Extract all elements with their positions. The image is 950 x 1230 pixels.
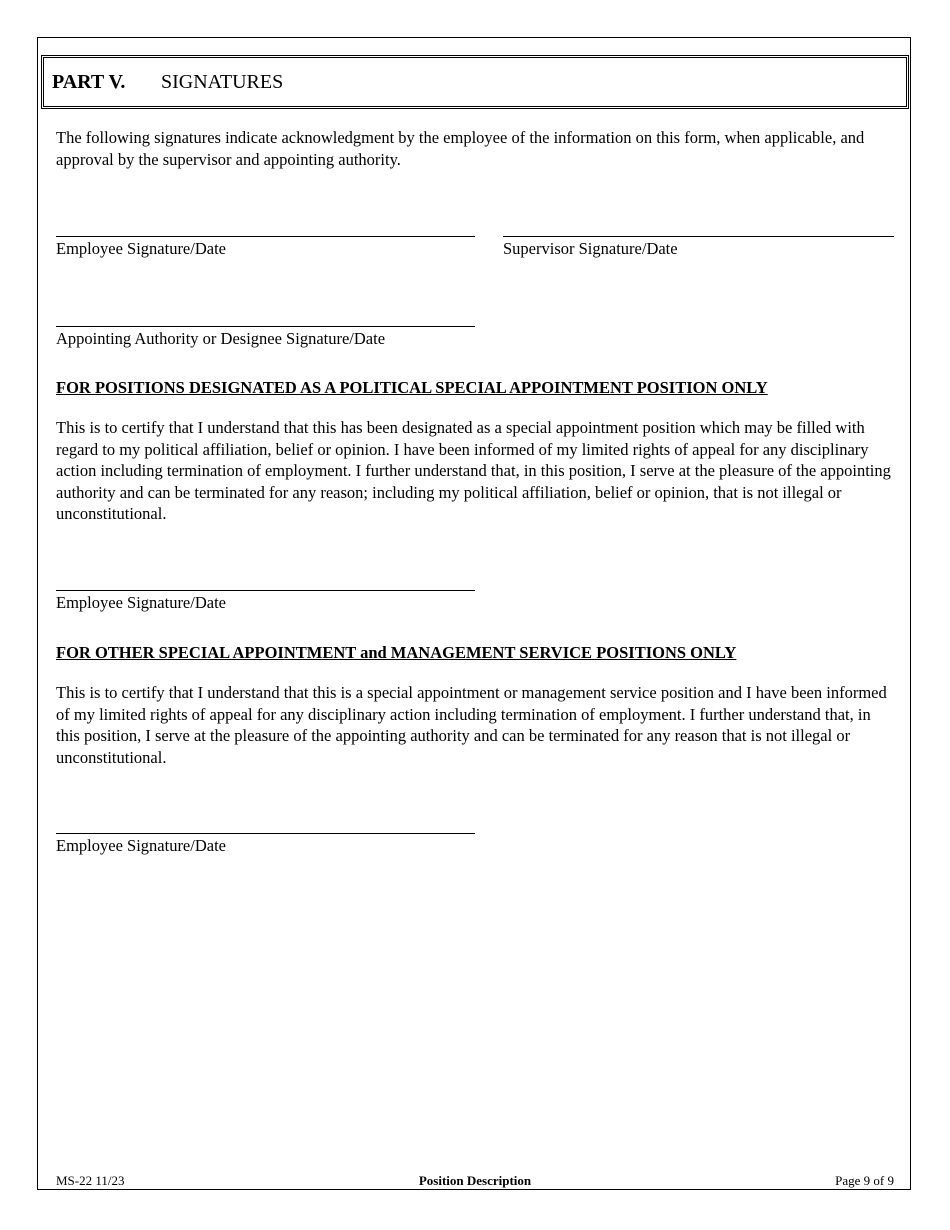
other-section-text: This is to certify that I understand that this is a special appointment or management service position and I have been informed of my limited rights of appeal for any disciplinary action including termination of employment. I further understand that, in this position, I serve at the pleasure of the appointing authority and can be terminated for any reason that is not illegal or unconstitutional. <box>56 683 887 767</box>
appointing-authority-signature-line[interactable] <box>56 326 475 327</box>
political-section-text: This is to certify that I understand that this has been designated as a special appointment position which may be filled with regard to my political affiliation, belief or opinion. I have been informed of my limited rights of appeal for any disciplinary action including termination of employment. I further understand that, in this position, I serve at the pleasure of the appointing authority and can be terminated for any reason; including my political affiliation, belief or opinion, that is not illegal or unconstitutional. <box>56 418 891 523</box>
appointing-authority-signature-label: Appointing Authority or Designee Signature/Date <box>56 329 386 348</box>
political-employee-signature-line[interactable] <box>56 590 475 591</box>
employee-signature-label: Employee Signature/Date <box>56 239 226 258</box>
footer-title: Position Description <box>418 1173 532 1188</box>
part-header <box>41 55 909 109</box>
political-section-heading: FOR POSITIONS DESIGNATED AS A POLITICAL SPECIAL APPOINTMENT POSITION ONLY <box>56 378 768 397</box>
footer-form-id: MS-22 11/23 <box>56 1173 125 1188</box>
intro-text: The following signatures indicate acknowledgment by the employee of the information on this form, when applicable, and approval by the supervisor and appointing authority. <box>56 128 865 169</box>
employee-signature-line[interactable] <box>56 236 475 237</box>
part-number: PART V. <box>52 70 126 93</box>
part-title: SIGNATURES <box>161 70 284 93</box>
other-employee-signature-line[interactable] <box>56 833 475 834</box>
supervisor-signature-label: Supervisor Signature/Date <box>503 239 678 258</box>
supervisor-signature-line[interactable] <box>503 236 894 237</box>
political-employee-signature-label: Employee Signature/Date <box>56 593 226 612</box>
other-employee-signature-label: Employee Signature/Date <box>56 836 226 855</box>
other-section-heading: FOR OTHER SPECIAL APPOINTMENT and MANAGEMENT SERVICE POSITIONS ONLY <box>56 643 737 662</box>
footer-page-number: Page 9 of 9 <box>835 1173 894 1188</box>
page-frame <box>37 37 911 1190</box>
